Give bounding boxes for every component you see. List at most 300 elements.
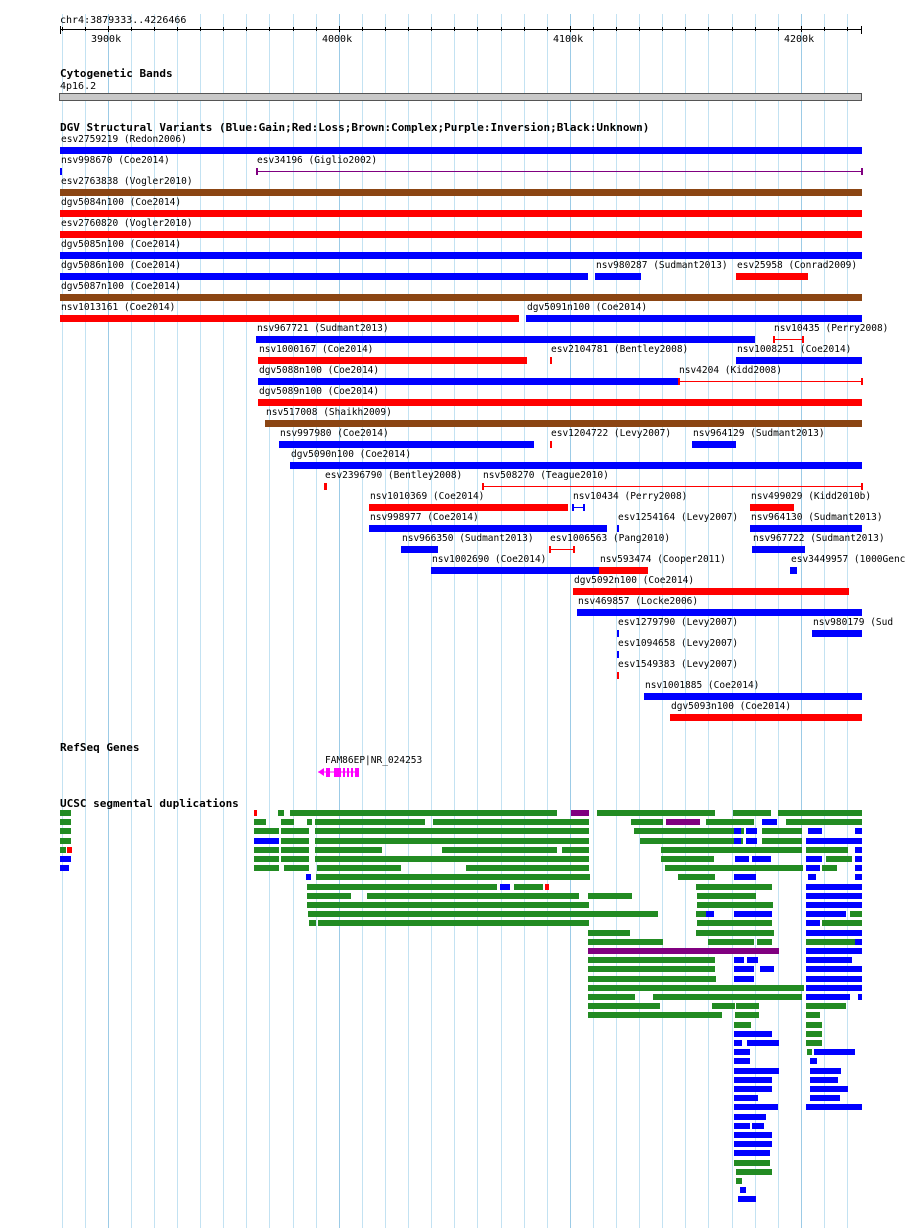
dgv-feature-label[interactable]: dgv5087n100 (Coe2014)	[61, 281, 182, 292]
segdup-block[interactable]	[814, 1049, 855, 1055]
segdup-block[interactable]	[752, 1123, 764, 1129]
segdup-block[interactable]	[315, 856, 589, 862]
segdup-block[interactable]	[806, 893, 862, 899]
dgv-feature-label[interactable]: dgv5092n100 (Coe2014)	[574, 575, 695, 586]
segdup-block[interactable]	[855, 874, 862, 880]
segdup-block[interactable]	[855, 838, 862, 844]
segdup-block[interactable]	[318, 920, 589, 926]
dgv-feature-bar[interactable]	[550, 441, 552, 448]
segdup-block[interactable]	[696, 930, 774, 936]
dgv-feature-label[interactable]: nsv10435 (Perry2008)	[774, 323, 889, 334]
dgv-feature-end[interactable]	[861, 168, 863, 175]
gene-strand-arrow-icon	[318, 768, 324, 776]
segdup-block[interactable]	[634, 828, 744, 834]
segdup-block[interactable]	[309, 920, 316, 926]
gene-label[interactable]: FAM86EP|NR_024253	[325, 755, 423, 766]
segdup-block[interactable]	[734, 874, 756, 880]
dgv-feature-label[interactable]: esv1549383 (Levy2007)	[618, 659, 739, 670]
grid-line	[408, 14, 409, 1228]
ruler-minor-tick	[593, 27, 594, 31]
dgv-feature-bar[interactable]	[526, 315, 862, 322]
dgv-feature-label[interactable]: nsv967721 (Sudmant2013)	[257, 323, 389, 334]
dgv-feature-label[interactable]: nsv1001885 (Coe2014)	[645, 680, 760, 691]
ruler-minor-tick	[639, 27, 640, 31]
dgv-feature-label[interactable]: esv2396790 (Bentley2008)	[325, 470, 463, 481]
segdup-block[interactable]	[60, 838, 71, 844]
dgv-feature-bar[interactable]	[279, 441, 534, 448]
segdup-block[interactable]	[810, 1068, 841, 1074]
dgv-feature-label[interactable]: nsv508270 (Teague2010)	[483, 470, 609, 481]
segdup-block[interactable]	[747, 1040, 779, 1046]
segdup-block[interactable]	[588, 930, 630, 936]
dgv-feature-label[interactable]: nsv517008 (Shaikh2009)	[266, 407, 392, 418]
segdup-block[interactable]	[806, 847, 848, 853]
dgv-feature-bar[interactable]	[736, 273, 808, 280]
segdup-block[interactable]	[734, 1123, 750, 1129]
segdup-block[interactable]	[665, 865, 803, 871]
dgv-feature-label[interactable]: nsv967722 (Sudmant2013)	[753, 533, 885, 544]
segdup-block[interactable]	[697, 893, 756, 899]
grid-line	[524, 14, 525, 1228]
dgv-feature-label[interactable]: nsv4204 (Kidd2008)	[679, 365, 782, 376]
segdup-block[interactable]	[60, 819, 71, 825]
segdup-block[interactable]	[855, 856, 862, 862]
dgv-feature-label[interactable]: esv34196 (Giglio2002)	[257, 155, 378, 166]
dgv-feature-label[interactable]: nsv998670 (Coe2014)	[61, 155, 170, 166]
segdup-block[interactable]	[734, 1086, 772, 1092]
segdup-block[interactable]	[545, 884, 549, 890]
segdup-block[interactable]	[855, 828, 862, 834]
dgv-feature-label[interactable]: nsv998977 (Coe2014)	[370, 512, 479, 523]
dgv-feature-label[interactable]: esv1204722 (Levy2007)	[551, 428, 672, 439]
segdup-block[interactable]	[734, 1058, 750, 1064]
dgv-feature-bar[interactable]	[577, 609, 862, 616]
segdup-block[interactable]	[734, 1150, 770, 1156]
segdup-block[interactable]	[734, 1160, 770, 1166]
ruler-minor-tick	[732, 27, 733, 31]
segdup-block[interactable]	[588, 939, 663, 945]
dgv-feature-label[interactable]: dgv5089n100 (Coe2014)	[259, 386, 380, 397]
segdup-block[interactable]	[254, 819, 266, 825]
dgv-feature-bar[interactable]	[750, 504, 794, 511]
segdup-block[interactable]	[760, 966, 774, 972]
segdup-block[interactable]	[736, 1178, 742, 1184]
dgv-feature-bar[interactable]	[550, 357, 552, 364]
dgv-feature-label[interactable]: nsv966350 (Sudmant2013)	[402, 533, 534, 544]
segdup-block[interactable]	[806, 865, 820, 871]
dgv-feature-label[interactable]: dgv5091n100 (Coe2014)	[527, 302, 648, 313]
segdup-block[interactable]	[588, 1003, 660, 1009]
segdup-block[interactable]	[738, 1196, 756, 1202]
segdup-block[interactable]	[806, 920, 820, 926]
dgv-feature-label[interactable]: nsv997980 (Coe2014)	[280, 428, 389, 439]
dgv-feature-bar[interactable]	[617, 651, 619, 658]
segdup-block[interactable]	[514, 884, 543, 890]
segdup-block[interactable]	[308, 911, 658, 917]
segdup-block[interactable]	[278, 810, 284, 816]
dgv-feature-label[interactable]: esv1094658 (Levy2007)	[618, 638, 739, 649]
grid-line	[269, 14, 270, 1228]
grid-line	[501, 14, 502, 1228]
segdup-block[interactable]	[734, 1068, 779, 1074]
segdup-block[interactable]	[808, 828, 822, 834]
dgv-feature-label[interactable]: esv2759219 (Redon2006)	[61, 134, 187, 145]
ruler-tick-label: 4200k	[784, 34, 815, 45]
dgv-feature-bar[interactable]	[256, 336, 755, 343]
segdup-block[interactable]	[254, 865, 279, 871]
segdup-block[interactable]	[734, 1104, 778, 1110]
segdup-block[interactable]	[281, 819, 294, 825]
dgv-feature-bar[interactable]	[60, 252, 862, 259]
segdup-block[interactable]	[735, 856, 749, 862]
dgv-feature-label[interactable]: dgv5093n100 (Coe2014)	[671, 701, 792, 712]
segdup-block[interactable]	[315, 819, 425, 825]
segdup-block[interactable]	[290, 810, 557, 816]
segdup-block[interactable]	[810, 1077, 838, 1083]
dgv-feature-bar[interactable]	[431, 567, 599, 574]
dgv-feature-label[interactable]: nsv1002690 (Coe2014)	[432, 554, 547, 565]
segdup-block[interactable]	[734, 1132, 772, 1138]
segdup-block[interactable]	[661, 856, 714, 862]
segdup-block[interactable]	[500, 884, 510, 890]
dgv-feature-line[interactable]	[482, 486, 862, 487]
ruler-minor-tick	[385, 27, 386, 31]
segdup-block[interactable]	[806, 838, 858, 844]
segdup-block[interactable]	[640, 838, 743, 844]
dgv-feature-label[interactable]: esv2104781 (Bentley2008)	[551, 344, 689, 355]
dgv-feature-line[interactable]	[549, 549, 574, 550]
segdup-block[interactable]	[734, 957, 744, 963]
dgv-feature-end[interactable]	[549, 546, 551, 553]
dgv-feature-bar[interactable]	[692, 441, 736, 448]
segdup-block[interactable]	[810, 1086, 848, 1092]
segdup-block[interactable]	[806, 930, 862, 936]
segdup-block[interactable]	[67, 847, 72, 853]
segdup-block[interactable]	[810, 1095, 840, 1101]
segdup-block[interactable]	[588, 957, 715, 963]
dgv-feature-bar[interactable]	[573, 588, 849, 595]
segdup-block[interactable]	[746, 828, 757, 834]
segdup-block[interactable]	[850, 911, 862, 917]
segdup-block[interactable]	[797, 819, 862, 825]
segdup-block[interactable]	[307, 819, 312, 825]
dgv-feature-bar[interactable]	[60, 210, 862, 217]
dgv-feature-label[interactable]: dgv5086n100 (Coe2014)	[61, 260, 182, 271]
segdup-block[interactable]	[735, 1012, 759, 1018]
dgv-feature-end[interactable]	[773, 336, 775, 343]
segdup-block[interactable]	[806, 957, 852, 963]
segdup-block[interactable]	[281, 828, 309, 834]
refseq-track-title: RefSeq Genes	[60, 741, 140, 754]
segdup-block[interactable]	[254, 856, 279, 862]
dgv-feature-bar[interactable]	[790, 567, 797, 574]
dgv-feature-end[interactable]	[861, 483, 863, 490]
segdup-block[interactable]	[571, 810, 589, 816]
segdup-block[interactable]	[762, 838, 802, 844]
segdup-block[interactable]	[588, 966, 715, 972]
dgv-feature-line[interactable]	[678, 381, 862, 382]
segdup-block[interactable]	[315, 838, 589, 844]
grid-line	[593, 14, 594, 1228]
segdup-block[interactable]	[281, 847, 309, 853]
dgv-feature-label[interactable]: esv3449957 (1000Genc	[791, 554, 905, 565]
segdup-block[interactable]	[734, 1141, 772, 1147]
dgv-feature-bar[interactable]	[60, 168, 62, 175]
dgv-feature-label[interactable]: nsv593474 (Cooper2011)	[600, 554, 726, 565]
dgv-feature-bar[interactable]	[644, 693, 862, 700]
dgv-feature-end[interactable]	[572, 504, 574, 511]
segdup-block[interactable]	[60, 828, 71, 834]
segdup-block[interactable]	[855, 939, 862, 945]
segdup-block[interactable]	[254, 810, 257, 816]
segdup-block[interactable]	[806, 856, 822, 862]
dgv-feature-label[interactable]: dgv5085n100 (Coe2014)	[61, 239, 182, 250]
dgv-feature-label[interactable]: nsv1013161 (Coe2014)	[61, 302, 176, 313]
dgv-feature-bar[interactable]	[60, 273, 588, 280]
segdup-block[interactable]	[778, 810, 862, 816]
dgv-feature-bar[interactable]	[401, 546, 438, 553]
segdup-block[interactable]	[562, 847, 589, 853]
dgv-feature-end[interactable]	[861, 378, 863, 385]
segdup-block[interactable]	[317, 865, 401, 871]
segdup-block[interactable]	[367, 893, 579, 899]
segdup-block[interactable]	[757, 939, 772, 945]
segdup-block[interactable]	[816, 1104, 862, 1110]
segdup-block[interactable]	[588, 1012, 722, 1018]
segdup-block[interactable]	[766, 994, 802, 1000]
dgv-feature-bar[interactable]	[617, 672, 619, 679]
dgv-feature-bar[interactable]	[369, 525, 607, 532]
dgv-feature-label[interactable]: nsv1000167 (Coe2014)	[259, 344, 374, 355]
segdup-block[interactable]	[808, 874, 816, 880]
dgv-feature-label[interactable]: esv25958 (Conrad2009)	[737, 260, 858, 271]
segdup-block[interactable]	[697, 920, 772, 926]
segdup-block[interactable]	[588, 893, 632, 899]
segdup-block[interactable]	[806, 939, 856, 945]
dgv-feature-bar[interactable]	[60, 147, 862, 154]
segdup-block[interactable]	[733, 810, 771, 816]
dgv-feature-label[interactable]: nsv964130 (Sudmant2013)	[751, 512, 883, 523]
dgv-feature-end[interactable]	[482, 483, 484, 490]
dgv-feature-bar[interactable]	[595, 273, 641, 280]
segdup-block[interactable]	[806, 994, 850, 1000]
segdup-block[interactable]	[762, 828, 802, 834]
dgv-feature-label[interactable]: esv1279790 (Levy2007)	[618, 617, 739, 628]
segdup-block[interactable]	[806, 948, 862, 954]
segdup-block[interactable]	[666, 819, 700, 825]
segdup-block[interactable]	[855, 847, 862, 853]
dgv-feature-bar[interactable]	[599, 567, 648, 574]
dgv-feature-label[interactable]: nsv10434 (Perry2008)	[573, 491, 688, 502]
dgv-feature-bar[interactable]	[60, 315, 519, 322]
dgv-feature-label[interactable]: nsv499029 (Kidd2010b)	[751, 491, 872, 502]
segdup-block[interactable]	[661, 847, 802, 853]
segdup-block[interactable]	[254, 847, 279, 853]
segdup-block[interactable]	[806, 976, 862, 982]
segdup-block[interactable]	[734, 838, 741, 844]
dgv-feature-bar[interactable]	[258, 378, 678, 385]
segdup-block[interactable]	[734, 976, 754, 982]
dgv-feature-label[interactable]: nsv469857 (Locke2006)	[578, 596, 699, 607]
segdup-block[interactable]	[306, 874, 311, 880]
dgv-feature-bar[interactable]	[617, 525, 619, 532]
segdup-block[interactable]	[307, 893, 351, 899]
segdup-block[interactable]	[806, 1031, 822, 1037]
ruler-left-edge	[60, 26, 61, 34]
segdup-block[interactable]	[631, 819, 663, 825]
grid-line	[431, 14, 432, 1228]
segdup-block[interactable]	[281, 838, 309, 844]
segdup-block[interactable]	[588, 948, 779, 954]
segdup-block[interactable]	[60, 856, 71, 862]
dgv-feature-end[interactable]	[802, 336, 804, 343]
segdup-block[interactable]	[806, 902, 862, 908]
segdup-block[interactable]	[822, 920, 862, 926]
dgv-feature-label[interactable]: esv2760820 (Vogler2010)	[61, 218, 193, 229]
segdup-block[interactable]	[822, 865, 837, 871]
dgv-feature-label[interactable]: dgv5088n100 (Coe2014)	[259, 365, 380, 376]
ruler-minor-tick	[154, 27, 155, 31]
segdup-block[interactable]	[807, 1049, 812, 1055]
segdup-block[interactable]	[708, 939, 754, 945]
dgv-feature-bar[interactable]	[617, 630, 619, 637]
dgv-feature-bar[interactable]	[258, 399, 862, 406]
segdup-block[interactable]	[254, 838, 279, 844]
dgv-feature-label[interactable]: nsv1008251 (Coe2014)	[737, 344, 852, 355]
segdup-block[interactable]	[316, 874, 590, 880]
dgv-feature-bar[interactable]	[258, 357, 527, 364]
segdup-block[interactable]	[60, 810, 71, 816]
dgv-feature-label[interactable]: dgv5084n100 (Coe2014)	[61, 197, 182, 208]
segdup-block[interactable]	[740, 1187, 746, 1193]
segdup-block[interactable]	[806, 911, 846, 917]
segdup-block[interactable]	[588, 985, 804, 991]
segdup-block[interactable]	[60, 865, 69, 871]
ruler-minor-tick	[685, 27, 686, 31]
dgv-feature-bar[interactable]	[369, 504, 568, 511]
segdup-block[interactable]	[254, 828, 279, 834]
dgv-feature-label[interactable]: nsv1010369 (Coe2014)	[370, 491, 485, 502]
segdup-block[interactable]	[697, 902, 773, 908]
dgv-feature-bar[interactable]	[670, 714, 862, 721]
segdup-block[interactable]	[806, 884, 862, 890]
dgv-feature-label[interactable]: esv1254164 (Levy2007)	[618, 512, 739, 523]
segdup-block[interactable]	[855, 865, 862, 871]
dgv-feature-bar[interactable]	[60, 189, 862, 196]
segdup-block[interactable]	[806, 1003, 846, 1009]
gene-model[interactable]	[0, 764, 890, 784]
dgv-feature-bar[interactable]	[60, 294, 862, 301]
segdup-block[interactable]	[433, 819, 589, 825]
dgv-feature-bar[interactable]	[752, 546, 805, 553]
dgv-feature-bar[interactable]	[324, 483, 327, 490]
dgv-feature-label[interactable]: nsv964129 (Sudmant2013)	[693, 428, 825, 439]
segdup-block[interactable]	[696, 884, 772, 890]
dgv-feature-label[interactable]: nsv980287 (Sudmant2013)	[596, 260, 728, 271]
grid-line	[570, 14, 571, 1228]
segdup-block[interactable]	[747, 957, 758, 963]
segdup-block[interactable]	[806, 1040, 822, 1046]
grid-line	[547, 14, 548, 1228]
segdup-block[interactable]	[734, 1031, 772, 1037]
dgv-feature-label[interactable]: nsv980179 (Sud	[813, 617, 894, 628]
ruler-minor-tick	[316, 27, 317, 31]
dgv-feature-end[interactable]	[583, 504, 585, 511]
dgv-feature-line[interactable]	[773, 339, 803, 340]
segdup-block[interactable]	[806, 966, 862, 972]
segdup-block[interactable]	[826, 856, 852, 862]
segdup-block[interactable]	[706, 911, 714, 917]
cytoband-bar[interactable]	[59, 93, 862, 101]
segdup-block[interactable]	[442, 847, 557, 853]
grid-line	[246, 14, 247, 1228]
segdup-block[interactable]	[588, 994, 635, 1000]
segdup-block[interactable]	[307, 902, 589, 908]
segdup-block[interactable]	[678, 874, 715, 880]
dgv-feature-end[interactable]	[573, 546, 575, 553]
ruler-minor-tick	[246, 27, 247, 31]
ruler-minor-tick	[85, 27, 86, 31]
dgv-feature-bar[interactable]	[812, 630, 862, 637]
segdup-block[interactable]	[281, 856, 309, 862]
segdup-block[interactable]	[736, 1003, 759, 1009]
segdup-block[interactable]	[60, 847, 66, 853]
segdup-block[interactable]	[736, 1169, 772, 1175]
dgv-feature-bar[interactable]	[290, 462, 862, 469]
segdup-block[interactable]	[734, 1049, 750, 1055]
segdup-block[interactable]	[734, 966, 754, 972]
segdup-block[interactable]	[653, 994, 766, 1000]
segdup-block[interactable]	[734, 911, 772, 917]
segdup-block[interactable]	[762, 819, 777, 825]
dgv-feature-end[interactable]	[256, 168, 258, 175]
segdup-block[interactable]	[734, 1114, 766, 1120]
segdup-block[interactable]	[806, 1022, 822, 1028]
segdup-block[interactable]	[588, 976, 716, 982]
segdup-block[interactable]	[734, 1095, 758, 1101]
segdup-block[interactable]	[734, 828, 741, 834]
segdup-block[interactable]	[746, 838, 757, 844]
dgv-feature-bar[interactable]	[736, 357, 862, 364]
dgv-feature-line[interactable]	[256, 171, 862, 172]
dgv-feature-label[interactable]: dgv5090n100 (Coe2014)	[291, 449, 412, 460]
segdup-block[interactable]	[307, 884, 497, 890]
segdup-block[interactable]	[315, 828, 589, 834]
segdup-block[interactable]	[734, 1022, 751, 1028]
dgv-feature-bar[interactable]	[265, 420, 862, 427]
segdup-block[interactable]	[712, 1003, 735, 1009]
segdup-block[interactable]	[315, 847, 382, 853]
ruler-minor-tick	[408, 27, 409, 31]
segdup-block[interactable]	[858, 994, 862, 1000]
segdup-block[interactable]	[734, 1040, 742, 1046]
segdup-block[interactable]	[752, 856, 771, 862]
segdup-block[interactable]	[706, 819, 754, 825]
segdup-block[interactable]	[786, 819, 797, 825]
dgv-feature-label[interactable]: esv1006563 (Pang2010)	[550, 533, 671, 544]
segdup-block[interactable]	[284, 865, 309, 871]
segdup-block[interactable]	[466, 865, 589, 871]
segdup-block[interactable]	[806, 1012, 820, 1018]
dgv-feature-end[interactable]	[678, 378, 680, 385]
segdup-block[interactable]	[806, 985, 862, 991]
segdup-block[interactable]	[597, 810, 715, 816]
dgv-feature-label[interactable]: esv2763838 (Vogler2010)	[61, 176, 193, 187]
dgv-feature-bar[interactable]	[60, 231, 862, 238]
dgv-feature-bar[interactable]	[750, 525, 862, 532]
segdup-block[interactable]	[734, 1077, 772, 1083]
segdup-block[interactable]	[810, 1058, 817, 1064]
